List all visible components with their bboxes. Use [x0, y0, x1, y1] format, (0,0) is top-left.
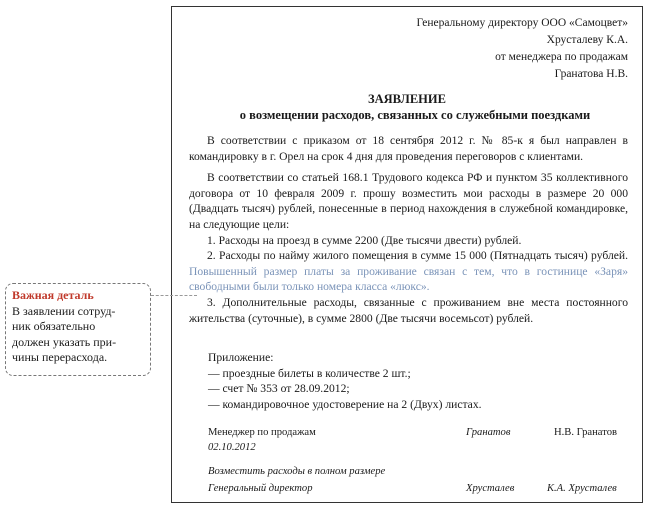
addressee-line-3: от менеджера по продажам — [495, 51, 628, 63]
signer-position: Менеджер по продажам — [208, 427, 316, 438]
expense-item-2-text: 2. Расходы по найму жилого помещения в сумме 15 000 (Пятнадцать тысяч) рублей. — [207, 249, 628, 263]
attachments-heading: Приложение: — [208, 351, 274, 364]
addressee-line-4: Гранатова Н.В. — [554, 68, 628, 80]
callout-line: ник обязательно — [12, 319, 96, 333]
addressee-block — [416, 15, 628, 83]
addressee-line-2: Хрусталеву К.А. — [546, 34, 628, 46]
signer-name: Н.В. Гранатов — [554, 427, 618, 438]
handwritten-signature-2: Хрусталев — [466, 483, 515, 494]
resolution-text: Возместить расходы в полном размере — [208, 466, 386, 477]
expense-item-1: 1. Расходы на проезд в сумме 2200 (Две тысячи двести) рублей. — [207, 233, 522, 247]
document-body — [189, 133, 628, 326]
signature-date: 02.10.2012 — [208, 442, 256, 453]
callout-line: В заявлении сотруд- — [12, 303, 116, 318]
handwritten-signature-1: Гранатов — [466, 427, 511, 438]
document-subtitle: о возмещении расходов, связанных со служебными поездками — [239, 108, 591, 122]
callout-title: Важная деталь — [12, 288, 94, 302]
expense-item-2 — [189, 248, 628, 295]
paragraph-request: В соответствии со статьей 168.1 Трудового кодекса РФ и пунктом 35 коллективного договора от 10 февраля 2009 г. прошу возместить мои расходы в размере 20 000 (Двадцать тысяч) рублей, понесенные в период нахождения в служебной командировке, на следующие цели: — [189, 171, 628, 231]
director-name: К.А. Хрусталев — [547, 483, 617, 494]
attachments-block — [208, 350, 482, 412]
director-position: Генеральный директор — [208, 483, 313, 494]
attachment-item: — командировочное удостоверение на 2 (Двух) листах. — [208, 397, 482, 411]
document-title: ЗАЯВЛЕНИЕ — [368, 92, 446, 106]
addressee-line-1: Генеральному директору ООО «Самоцвет» — [416, 17, 628, 29]
callout-line: чины перерасхода. — [12, 350, 108, 364]
callout-leader-line — [151, 295, 197, 296]
callout-note — [5, 283, 151, 376]
callout-line: должен указать при- — [12, 334, 117, 349]
attachment-item: — счет № 353 от 28.09.2012; — [208, 382, 350, 396]
expense-item-2-highlight: Повышенный размер платы за проживание связан с тем, что в гостинице «Заря» свободными были только номера класса «люкс». — [189, 264, 628, 294]
attachment-item: — проездные билеты в количестве 2 шт.; — [208, 366, 411, 380]
application-document — [171, 6, 643, 503]
expense-item-3: 3. Дополнительные расходы, связанные с проживанием вне места постоянного жительства (суточные), в сумме 2800 (Две тысячи восемьсот) рублей. — [189, 295, 628, 325]
paragraph-order: В соответствии с приказом от 18 сентября 2012 г. № 85-к я был направлен в командировку в г. Орел на срок 4 дня для проведения переговоров с клиентами. — [189, 134, 628, 163]
